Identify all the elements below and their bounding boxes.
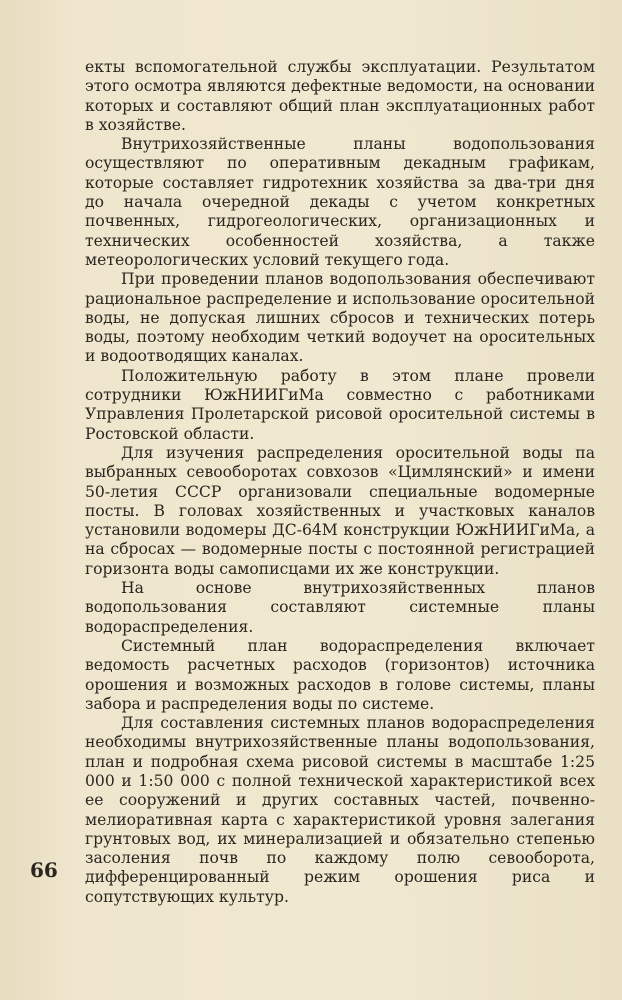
paragraph-3: При проведении планов водопользования обеспечивают рациональное распределение и использование оросительной воды, не допуская лишних сбросов и технических потерь воды, поэтому необходим четкий водоучет на оросительных и водоотводящих каналах. xyxy=(85,270,595,366)
paragraph-1: екты вспомогательной службы эксплуатации. Результатом этого осмотра являются дефектные ведомости, на основании которых и составляют общий план эксплуатационных работ в хозяйстве. xyxy=(85,58,595,134)
page-number: 66 xyxy=(30,858,58,882)
paragraph-8: Для составления системных планов водораспределения необходимы внутрихозяйственные планы водопользования, план и подробная схема рисовой системы в масштабе 1:25 000 и 1:50 000 с полной технической характеристикой всех ее сооружений и других составных частей, почвенно-мелиоративная карта с характеристикой уровня залегания грунтовых вод, их минерализацией и обязательно степенью засоления почв по каждому полю севооборота, дифференцированный режим орошения риса и сопутствующих культур. xyxy=(85,714,595,906)
paragraph-5: Для изучения распределения оросительной воды па выбранных севооборотах совхозов «Цимлянский» и имени 50-летия СССР организовали специальные водомерные посты. В головах хозяйственных и участковых каналов установили водомеры ДС-64М конструкции ЮжНИИГиМа, а на сбросах — водомерные посты с постоянной регистрацией горизонта воды самописцами их же конструкции. xyxy=(85,443,595,578)
body-text xyxy=(85,58,595,907)
paragraph-7: Системный план водораспределения включает ведомость расчетных расходов (горизонтов) источника орошения и возможных расходов в голове системы, планы забора и распределения воды по системе. xyxy=(85,636,595,713)
paragraph-2: Внутрихозяйственные планы водопользования осуществляют по оперативным декадным графикам, которые составляет гидротехник хозяйства за два-три дня до начала очередной декады с учетом конкретных почвенных, гидрогеологических, организационных и технических особенностей хозяйства, а также метеорологических условий текущего года. xyxy=(85,135,595,269)
paragraph-4: Положительную работу в этом плане провели сотрудники ЮжНИИГиМа совместно с работниками Управления Пролетарской рисовой оросительной системы в Ростовской области. xyxy=(85,366,595,443)
paragraph-6: На основе внутрихозяйственных планов водопользования составляют системные планы водораспределения. xyxy=(85,579,595,636)
